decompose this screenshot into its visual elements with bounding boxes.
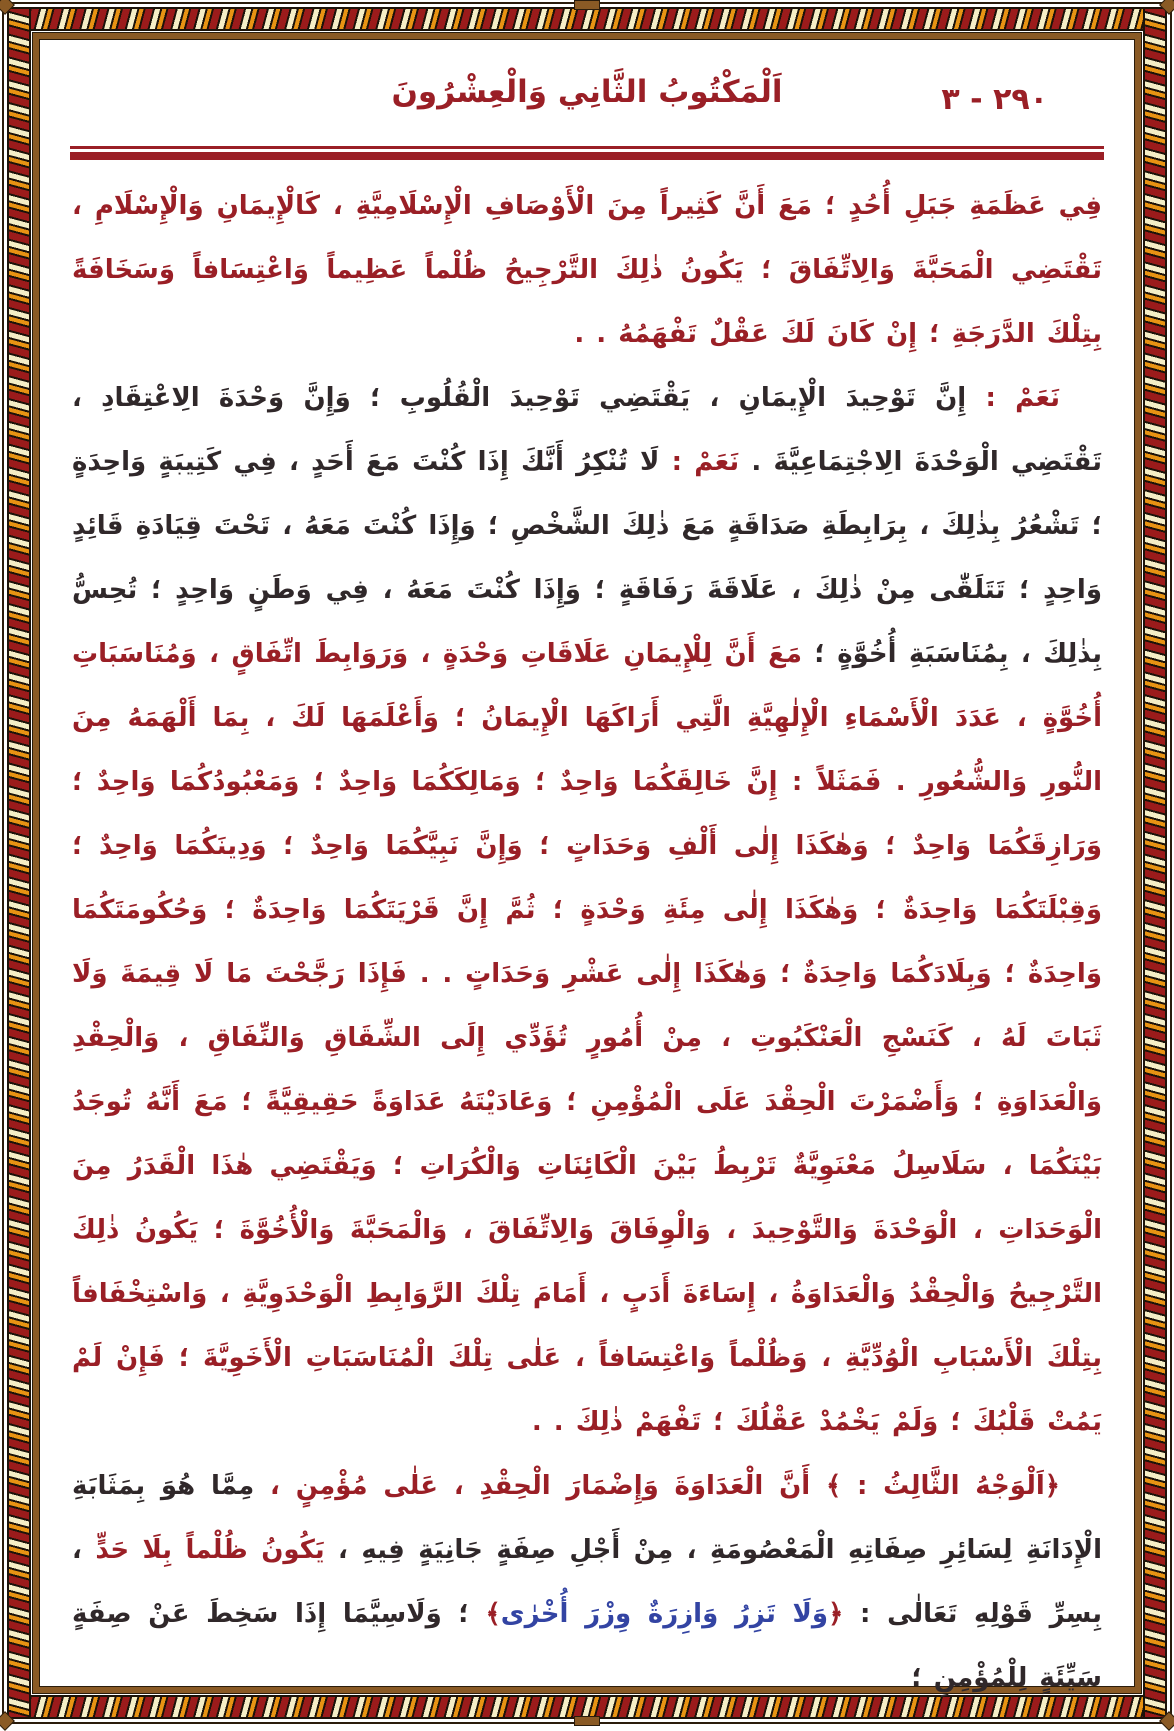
text-segment: مِمَّا هُوَ بِمَثَابَةِ الْإِدَانَةِ لِسَائِرِ صِفَاتِهِ الْمَعْصُومَةِ ، مِنْ أَجْلِ صِفَةٍ جَانِيَةٍ فِيهِ ، <box>72 1471 1102 1565</box>
text-segment: إِنَّ تَوْحِيدَ الْإِيمَانِ ، يَقْتَضِي تَوْحِيدَ الْقُلُوبِ ؛ وَإِنَّ وَحْدَةَ الِاعْتِقَادِ ، تَقْتَضِي الْوَحْدَةَ الِاجْتِمَاعِيَّةَ . <box>72 383 1103 477</box>
text-segment: فِي عَظَمَةِ جَبَلِ أُحُدٍ ؛ مَعَ أَنَّ كَثِيراً مِنَ الْأَوْصَافِ الْإِسْلَامِيَّةِ ، كَالْإِيمَانِ وَالْإِسْلَامِ ، تَقْتَضِي الْمَحَبَّةَ وَالِاتِّفَاقَ ؛ يَكُونُ ذٰلِكَ التَّرْجِيحُ ظُلْماً عَظِيماً وَاعْتِسَافاً وَسَخَافَةً بِتِلْكَ الدَّرَجَةِ ؛ إِنْ كَانَ لَكَ عَقْلٌ تَفْهَمُهُ . . <box>72 191 1102 349</box>
frame-center-tab-top <box>574 0 600 10</box>
text-segment: يَكُونُ ظُلْماً بِلَا حَدٍّ <box>95 1535 325 1565</box>
paragraph <box>72 366 1102 1454</box>
page-number: ٢٩٠ - ٣ <box>941 82 1048 117</box>
border-ornament-left <box>7 7 31 1719</box>
frame-center-tab-bottom <box>574 1716 600 1726</box>
page-title: اَلْمَكْتُوبُ الثَّانِي وَالْعِشْرُونَ <box>391 74 783 110</box>
text-segment: لَا تُنْكِرُ أَنَّكَ إِذَا كُنْتَ مَعَ أَحَدٍ ، فِي كَتِيبَةٍ وَاحِدَةٍ ؛ تَشْعُرُ بِذٰلِكَ ، بِرَابِطَةِ صَدَاقَةٍ مَعَ ذٰلِكَ الشَّخْصِ ؛ وَإِذَا كُنْتَ مَعَهُ ، تَحْتَ قِيَادَةِ قَائِدٍ وَاحِدٍ ؛ تَتَلَقّٰى مِنْ ذٰلِكَ ، عَلَاقَةَ رَفَاقَةٍ ؛ وَإِذَا كُنْتَ مَعَهُ ، فِي وَطَنٍ وَاحِدٍ ؛ تُحِسُّ بِذٰلِكَ ، بِمُنَاسَبَةِ أُخُوَّةٍ ؛ <box>72 447 1102 669</box>
paragraph <box>72 1454 1102 1710</box>
header-divider-rule <box>70 146 1104 160</box>
border-ornament-top <box>7 7 1167 31</box>
page-header <box>66 68 1108 134</box>
text-segment: مَعَ أَنَّ لِلْإِيمَانِ عَلَاقَاتِ وَحْدَةٍ ، وَرَوَابِطَ اتِّفَاقٍ ، وَمُنَاسَبَاتِ أُخُوَّةٍ ، عَدَدَ الْأَسْمَاءِ الْإِلٰهِيَّةِ الَّتِي أَرَاكَهَا الْإِيمَانُ ؛ وَأَعْلَمَهَا لَكَ ، بِمَا أَلْهَمَهُ مِنَ النُّورِ وَالشُّعُورِ . فَمَثَلاً : إِنَّ خَالِقَكُمَا وَاحِدٌ ؛ وَمَالِكَكُمَا وَاحِدٌ ؛ وَمَعْبُودُكُمَا وَاحِدٌ ؛ وَرَازِقَكُمَا وَاحِدٌ ؛ وَهٰكَذَا إِلٰى أَلْفِ وَحَدَاتٍ ؛ وَإِنَّ نَبِيَّكُمَا وَاحِدٌ ؛ وَدِينَكُمَا وَاحِدٌ ؛ وَقِبْلَتَكُمَا وَاحِدَةٌ ؛ وَهٰكَذَا إِلٰى مِئَةِ وَحْدَةٍ ؛ ثُمَّ إِنَّ قَرْيَتَكُمَا وَاحِدَةٌ ؛ وَحُكُومَتَكُمَا وَاحِدَةٌ ؛ وَبِلَادَكُمَا وَاحِدَةٌ ؛ وَهٰكَذَا إِلٰى عَشْرِ وَحَدَاتٍ . . فَإِذَا رَجَّحْتَ مَا لَا قِيمَةَ وَلَا ثَبَاتَ لَهُ ، كَنَسْجِ الْعَنْكَبُوتِ ، مِنْ أُمُورٍ تُؤَدِّي إِلَى الشِّقَاقِ وَالنِّفَاقِ ، وَالْحِقْدِ وَالْعَدَاوَةِ ؛ وَأَضْمَرْتَ الْحِقْدَ عَلَى الْمُؤْمِنِ ؛ وَعَادَيْتَهُ عَدَاوَةً حَقِيقِيَّةً ؛ مَعَ أَنَّهُ تُوجَدُ بَيْنَكُمَا ، سَلَاسِلُ مَعْنَوِيَّةٌ تَرْبِطُ بَيْنَ الْكَائِنَاتِ وَالْكُرَاتِ ؛ وَيَقْتَضِي هٰذَا الْقَدَرُ مِنَ الْوَحَدَاتِ ، الْوَحْدَةَ وَالتَّوْحِيدَ ، وَالْوِفَاقَ وَالِاتِّفَاقَ ، وَالْمَحَبَّةَ وَالْأُخُوَّةَ ؛ يَكُونُ ذٰلِكَ التَّرْجِيحُ وَالْحِقْدُ وَالْعَدَاوَةُ ، إِسَاءَةَ أَدَبٍ ، أَمَامَ تِلْكَ الرَّوَابِطِ الْوَحْدَوِيَّةِ ، وَاسْتِخْفَافاً بِتِلْكَ الْأَسْبَابِ الْوُدِّيَّةِ ، وَظُلْماً وَاعْتِسَافاً ، عَلٰى تِلْكَ الْمُنَاسَبَاتِ الْأَخَوِيَّةَ ؛ فَإِنْ لَمْ يَمُتْ قَلْبُكَ ؛ وَلَمْ يَخْمُدْ عَقْلُكَ ؛ تَفْهَمْ ذٰلِكَ . . <box>72 639 1102 1437</box>
paragraph <box>72 174 1102 366</box>
quran-verse: وَلَا تَزِرُ وَازِرَةٌ وِزْرَ أُخْرٰى <box>500 1599 829 1629</box>
text-segment: نَعَمْ : <box>659 447 740 477</box>
text-segment: ﴿اَلْوَجْهُ الثَّالِثُ : ﴾ أَنَّ الْعَدَاوَةَ وَإِضْمَارَ الْحِقْدِ ، عَلٰى مُؤْمِنٍ ، <box>254 1471 1061 1501</box>
body-text <box>66 174 1108 1710</box>
text-segment: ﴾ <box>485 1599 501 1629</box>
text-segment: ؛ وَلَاسِيَّمَا إِذَا سَخِطَ عَنْ صِفَةٍ سَيِّئَةٍ لِلْمُؤْمِنِ ؛ <box>72 1599 1102 1693</box>
text-segment: نَعَمْ : <box>966 383 1060 413</box>
text-segment: ﴿ <box>828 1599 844 1629</box>
text-segment: ، بِسِرِّ قَوْلِهِ تَعَالٰى : <box>72 1535 1102 1629</box>
border-ornament-right <box>1143 7 1167 1719</box>
page-content <box>42 42 1132 1693</box>
